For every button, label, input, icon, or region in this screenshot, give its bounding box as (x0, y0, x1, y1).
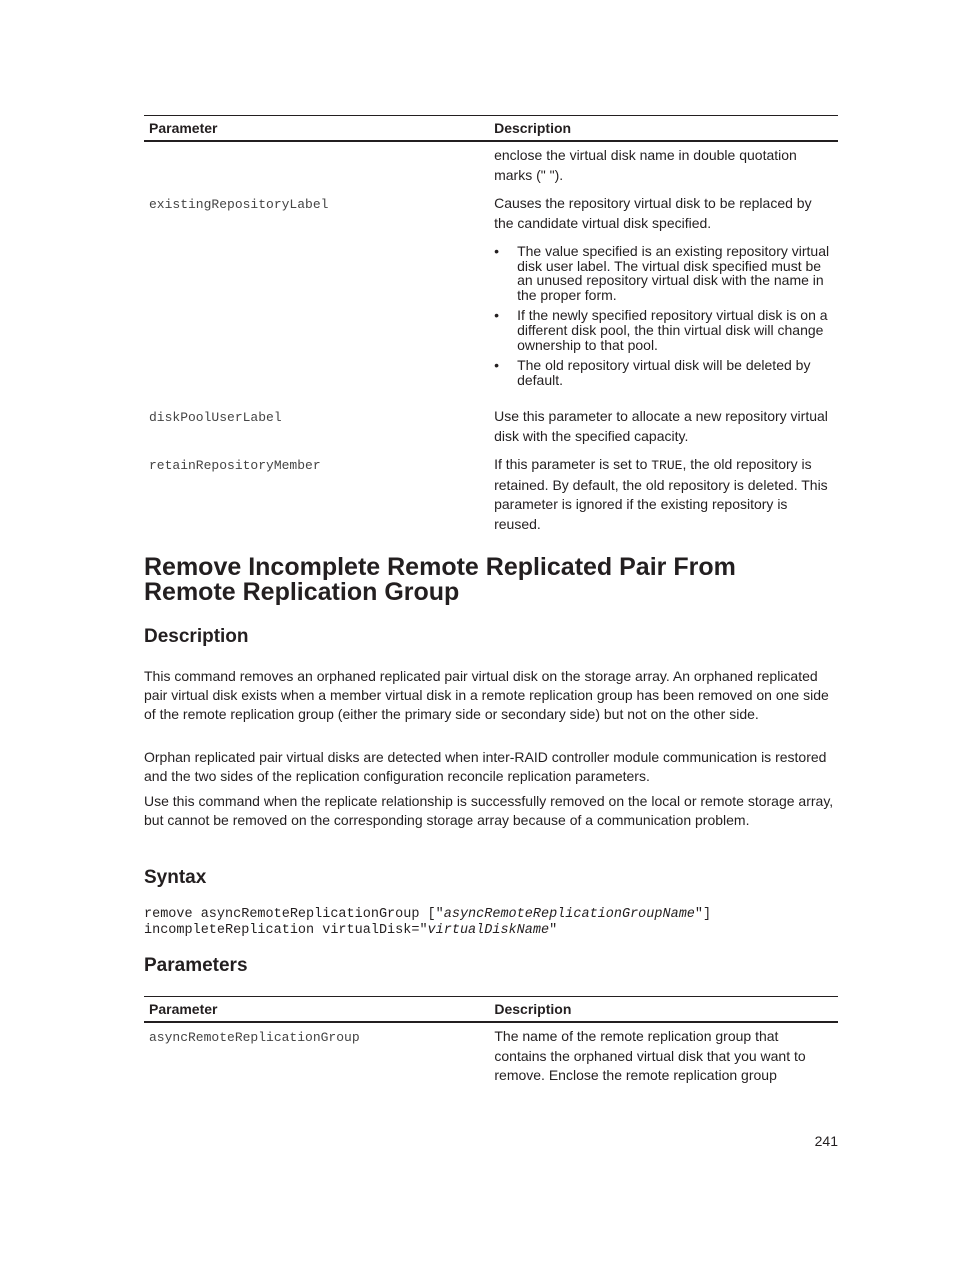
section-title-line1: Remove Incomplete Remote Replicated Pair From (144, 553, 736, 581)
column-header-parameter: Parameter (144, 116, 489, 142)
bullet-list (494, 244, 833, 387)
list-item: • The old repository virtual disk will be deleted by default. (494, 358, 833, 387)
parameter-cell (144, 141, 489, 193)
column-header-parameter: Parameter (144, 997, 489, 1023)
description-text (494, 455, 833, 534)
description-text-start: If this parameter is set to (494, 456, 652, 473)
parameters-table (144, 996, 838, 1086)
parameter-name: retainRepositoryMember (149, 458, 321, 474)
description-paragraph-3: Use this command when the replicate relationship is successfully removed on the local or remote storage array, but cannot be removed on the corresponding storage array because of a communication problem. (144, 793, 834, 829)
table-row (144, 193, 838, 407)
table-header-row (144, 116, 838, 142)
table-row (144, 141, 838, 193)
page-number: 241 (814, 1133, 838, 1149)
syntax-placeholder-group-name: asyncRemoteReplicationGroupName (443, 907, 695, 922)
description-cell (489, 193, 838, 407)
description-cell (489, 1022, 838, 1086)
parameters-table-continued (144, 115, 838, 534)
description-text: The name of the remote replication group that contains the orphaned virtual disk that you want to remove. Enclose the remote replication group (494, 1028, 806, 1083)
description-paragraph-1: This command removes an orphaned replicated pair virtual disk on the storage array. An orphaned replicated pair virtual disk exists when a member virtual disk in a remote replication group has been removed on one side of the remote replication group (either the primary side or secondary side) but not on the other side. (144, 668, 829, 723)
parameters-heading: Parameters (144, 955, 248, 976)
description-text: enclose the virtual disk name in double quotation marks (" "). (494, 147, 797, 183)
section-title-line2: Remote Replication Group (144, 578, 460, 606)
syntax-line1-start: remove asyncRemoteReplicationGroup [" (144, 907, 444, 922)
description-text: Causes the repository virtual disk to be replaced by the candidate virtual disk specified. (494, 195, 812, 231)
description-cell (489, 141, 838, 193)
parameter-cell (144, 193, 489, 407)
parameter-cell (144, 1022, 489, 1086)
description-text: Use this parameter to allocate a new repository virtual disk with the specified capacity. (494, 408, 828, 444)
table-row (144, 407, 838, 455)
inline-code-true: TRUE (651, 458, 683, 474)
syntax-line2-end: " (549, 923, 558, 938)
description-text-end: , the old repository is retained. By default, the old repository is deleted. This parameter is ignored if the existing repository is reused. (494, 456, 828, 532)
description-cell (489, 455, 838, 534)
syntax-heading: Syntax (144, 867, 207, 888)
column-header-description: Description (489, 116, 838, 142)
section-title (144, 555, 844, 605)
list-item: • If the newly specified repository virtual disk is on a different disk pool, the thin virtual disk will change ownership to that pool. (494, 308, 833, 352)
list-item: • The value specified is an existing repository virtual disk user label. The virtual disk specified must be an unused repository virtual disk with the name in the proper form. (494, 244, 833, 302)
parameter-name: diskPoolUserLabel (149, 410, 282, 426)
description-cell (489, 407, 838, 455)
description-heading: Description (144, 626, 249, 647)
column-header-description: Description (489, 997, 838, 1023)
syntax-code-block (144, 907, 711, 939)
parameter-name: asyncRemoteReplicationGroup (149, 1030, 360, 1045)
table-row (144, 455, 838, 534)
syntax-placeholder-virtual-disk-name: virtualDiskName (427, 923, 550, 938)
syntax-line1-end: "] (694, 907, 712, 922)
syntax-line2-start: incompleteReplication virtualDisk=" (144, 923, 428, 938)
parameter-cell (144, 407, 489, 455)
table-row (144, 1022, 838, 1086)
table-header-row (144, 997, 838, 1023)
parameter-cell (144, 455, 489, 534)
description-paragraph-2: Orphan replicated pair virtual disks are detected when inter-RAID controller module communication is restored and the two sides of the replication configuration reconcile replication parameters. (144, 749, 827, 785)
parameter-name: existingRepositoryLabel (149, 197, 329, 212)
